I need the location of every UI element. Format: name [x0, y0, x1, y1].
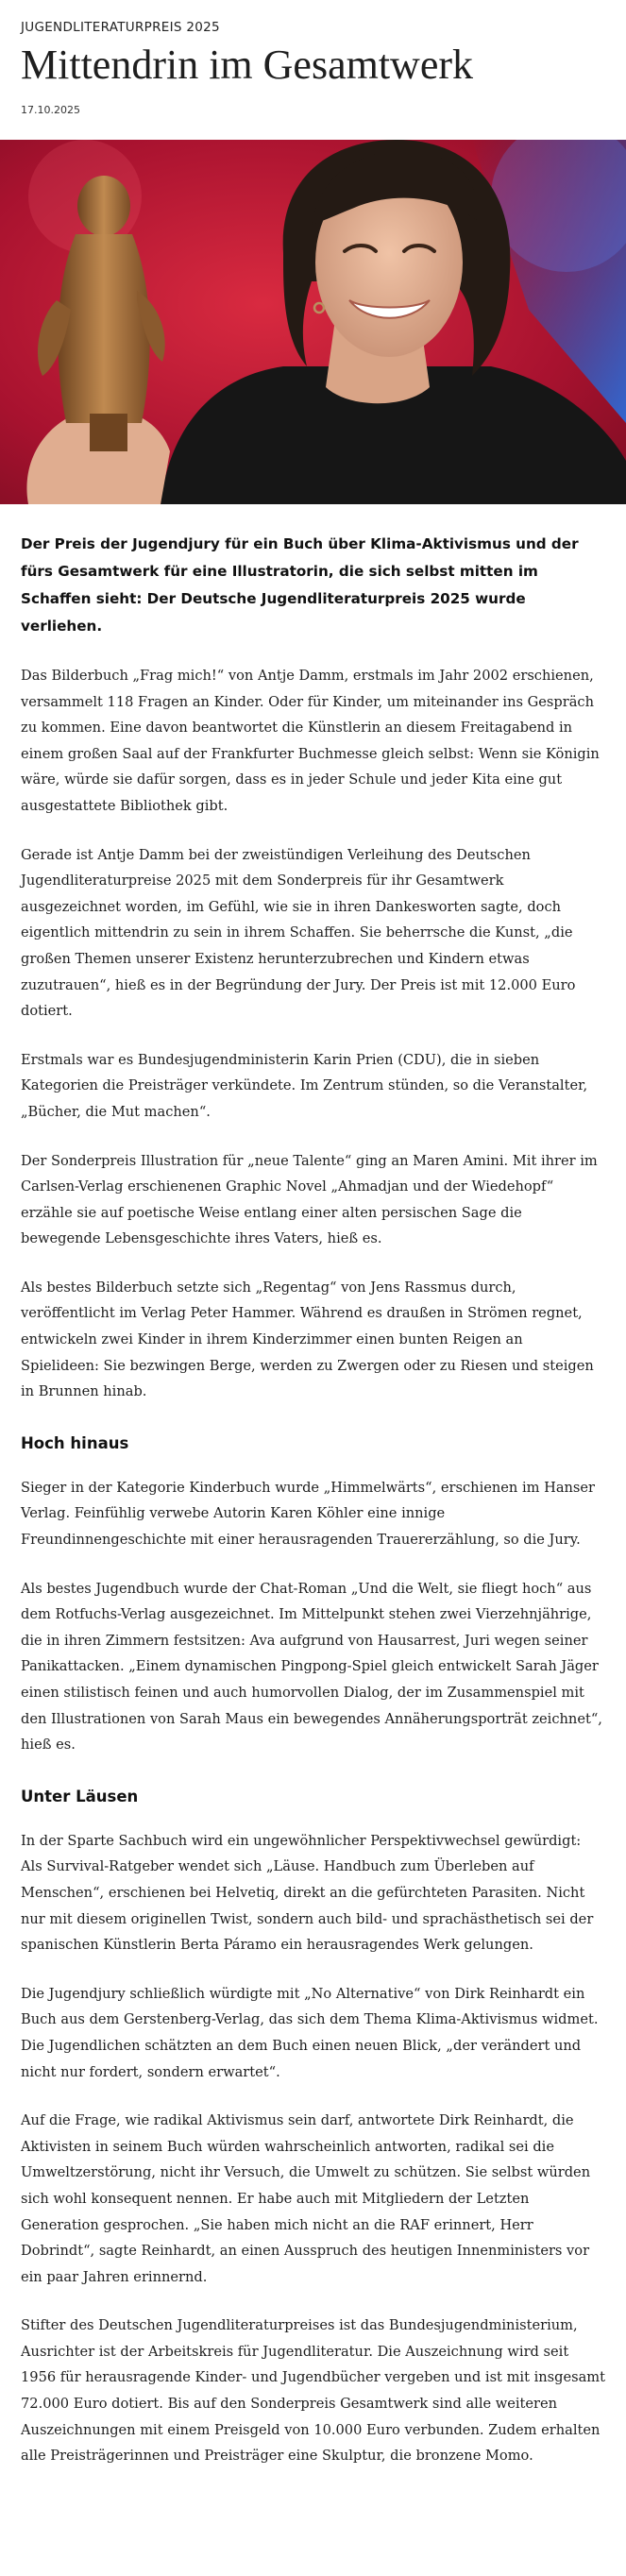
paragraph: In der Sparte Sachbuch wird ein ungewöhnlicher Perspektivwechsel gewürdigt: Als Survival-Ratgeber wendet sich „Läuse. Handbuch zum Überleben auf Menschen“, erschienen bei Helvetiq, direkt an die gefürchteten Parasiten. Nicht nur mit diesem originellen Twist, sondern auch bild- und sprachästhetisch sei der spanischen Künstlerin Berta Páramo ein herausragendes Werk gelungen. [21, 1832, 594, 1954]
paragraph: Die Jugendjury schließlich würdigte mit „No Alternative“ von Dirk Reinhardt ein Buch aus dem Gerstenberg-Verlag, das sich dem Thema Klima-Aktivismus widmet. Die Jugendlichen schätzten an dem Buch einen neuen Blick, „der verändert und nicht nur fordert, sondern erwartet“. [21, 1985, 599, 2080]
article-body [0, 531, 626, 2469]
paragraph: Sieger in der Kategorie Kinderbuch wurde „Himmelwärts“, erschienen im Hanser Verlag. Feinfühlig verwebe Autorin Karen Köhler eine innige Freundinnengeschichte mit einer herausragenden Trauererzählung, so die Jury. [21, 1479, 596, 1549]
paragraph: Erstmals war es Bundesjugendministerin Karin Prien (CDU), die in sieben Kategorien die Preisträger verkündete. Im Zentrum stünden, so die Veranstalter, „Bücher, die Mut machen“. [21, 1051, 588, 1120]
paragraph: Auf die Frage, wie radikal Aktivismus sein darf, antwortete Dirk Reinhardt, die Aktivisten in seinem Buch würden wahrscheinlich antworten, radikal sei die Umweltzerstörung, nicht ihr Versuch, die Umwelt zu schützen. Sie selbst würden sich wohl konsequent nennen. Er habe auch mit Mitgliedern der Letzten Generation gesprochen. „Sie haben mich nicht an die RAF erinnert, Herr Dobrindt“, sagte Reinhardt, an einen Ausspruch des heutigen Innenministers vor ein paar Jahren erinnernd. [21, 2112, 591, 2285]
article-kicker[interactable]: JUGENDLITERATURPREIS 2025 [21, 20, 220, 35]
paragraph: Gerade ist Antje Damm bei der zweistündigen Verleihung des Deutschen Jugendliteraturpreise 2025 mit dem Sonderpreis für ihr Gesamtwerk ausgezeichnet worden, im Gefühl, wie sie in ihren Dankesworten sagte, doch eigentlich mittendrin zu sein in ihrem Schaffen. Sie beherrsche die Kunst, „die großen Themen unserer Existenz herunterzubrechen und Kindern etwas zuzutrauen“, hieß es in der Begründung der Jury. Der Preis ist mit 12.000 Euro dotiert. [21, 846, 576, 1020]
paragraph: Als bestes Bilderbuch setzte sich „Regentag“ von Jens Rassmus durch, veröffentlicht im Verlag Peter Hammer. Während es draußen in Strömen regnet, entwickeln zwei Kinder in ihrem Kinderzimmer einen bunten Reigen an Spielideen: Sie bezwingen Berge, werden zu Zwergen oder zu Riesen und steigen in Brunnen hinab. [21, 1279, 594, 1400]
paragraph: Stifter des Deutschen Jugendliteraturpreises ist das Bundesjugendministerium, Ausrichter ist der Arbeitskreis für Jugendliteratur. Die Auszeichnung wird seit 1956 für herausragende Kinder- und Jugendbücher vergeben und ist mit insgesamt 72.000 Euro dotiert. Bis auf den Sonderpreis Gesamtwerk sind alle weiteren Auszeichnungen mit einem Preisgeld von 10.000 Euro verbunden. Zudem erhalten alle Preisträgerinnen und Preisträger eine Skulptur, die bronzene Momo. [21, 2317, 606, 2465]
page-title: Mittendrin im Gesamtwerk [21, 42, 474, 88]
article-header [0, 19, 626, 117]
section-heading: Hoch hinaus [21, 1433, 129, 1452]
paragraph: Das Bilderbuch „Frag mich!“ von Antje Damm, erstmals im Jahr 2002 erschienen, versammelt 118 Fragen an Kinder. Oder für Kinder, um miteinander ins Gespräch zu kommen. Eine davon beantwortet die Künstlerin an diesem Freitagabend in einem großen Saal auf der Frankfurter Buchmesse gleich selbst: Wenn sie Königin wäre, würde sie dafür sorgen, dass es in jeder Schule und jeder Kita eine gut ausgestattete Bibliothek gibt. [21, 668, 600, 814]
paragraph: Der Sonderpreis Illustration für „neue Talente“ ging an Maren Amini. Mit ihrer im Carlsen-Verlag erschienenen Graphic Novel „Ahmadjan und der Wiedehopf“ erzähle sie auf poetische Weise entlang einer alten persischen Sage die bewegende Lebensgeschichte ihres Vaters, hieß es. [21, 1152, 598, 1247]
section-heading: Unter Läusen [21, 1787, 139, 1805]
hero-photo [0, 140, 626, 504]
publish-date: 17.10.2025 [21, 104, 80, 116]
paragraph: Als bestes Jugendbuch wurde der Chat-Roman „Und die Welt, sie fliegt hoch“ aus dem Rotfuchs-Verlag ausgezeichnet. Im Mittelpunkt stehen zwei Vierzehnjährige, die in ihren Zimmern festsitzen: Ava aufgrund von Hausarrest, Juri wegen seiner Panikattacken. „Einem dynamischen Pingpong-Spiel gleich entwickelt Sarah Jäger einen stilistisch feinen und auch humorvollen Dialog, der im Zusammenspiel mit den Illustrationen von Sarah Maus ein bewegendes Annäherungsporträt zeichnet“, hieß es. [21, 1580, 602, 1754]
article-lead: Der Preis der Jugendjury für ein Buch über Klima-Aktivismus und der fürs Gesamtwerk für eine Illustratorin, die sich selbst mitten im Schaffen sieht: Der Deutsche Jugendliteraturpreis 2025 wurde verliehen. [21, 535, 579, 635]
